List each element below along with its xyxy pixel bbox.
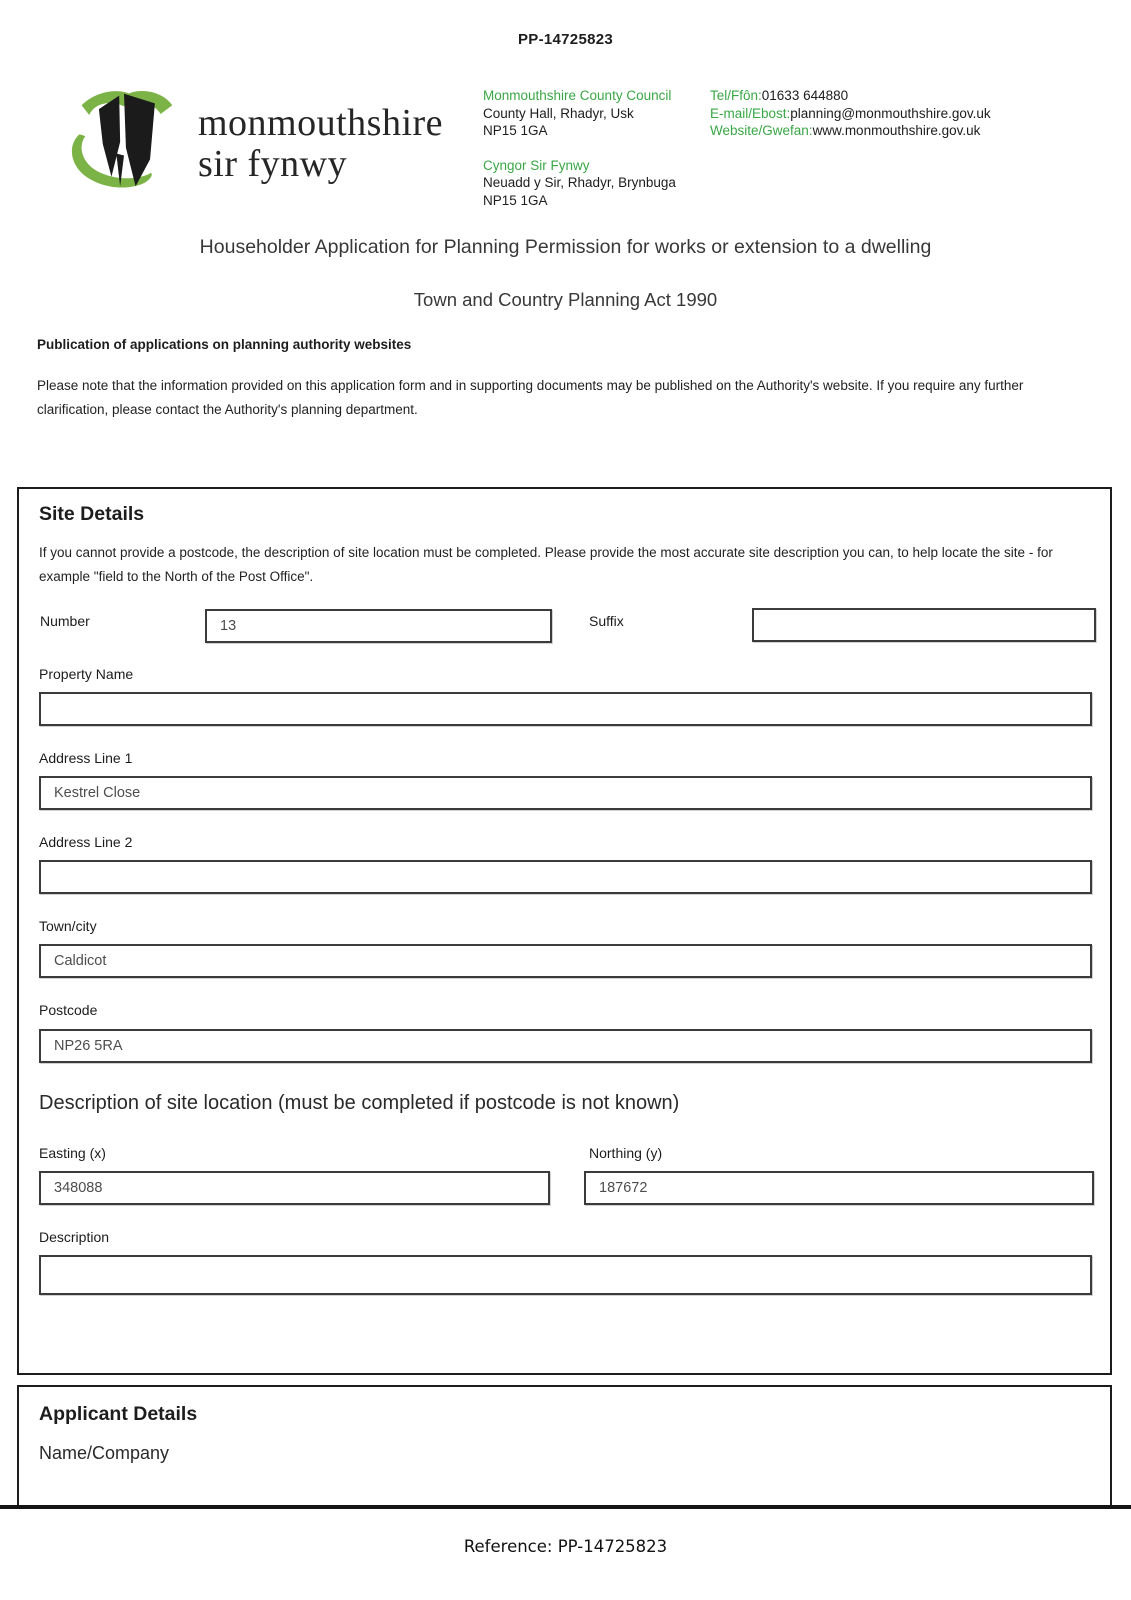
easting-input[interactable] (39, 1171, 550, 1205)
applicant-details-heading: Applicant Details (39, 1403, 198, 1425)
council-logo (66, 86, 443, 201)
address-line-1-input[interactable] (39, 776, 1092, 810)
address-line-1-label: Address Line 1 (39, 750, 133, 766)
page-break-divider (0, 1505, 1131, 1509)
suffix-label: Suffix (589, 613, 624, 629)
website-value: www.monmouthshire.gov.uk (812, 123, 981, 138)
name-company-label: Name/Company (39, 1443, 170, 1463)
northing-input[interactable] (584, 1171, 1094, 1205)
applicant-details-section (17, 1385, 1112, 1505)
address-line-2-input[interactable] (39, 860, 1092, 894)
site-details-instructions: If you cannot provide a postcode, the description of site location must be completed. Please provide the most accurate site description you can, to help locate the site - for example "field to the North of the Post Office". (39, 545, 1053, 584)
postcode-input[interactable] (39, 1029, 1092, 1063)
publication-text: Please note that the information provided on this application form and in supporting documents may be published on the Authority's website. If you require any further clarification, please contact the Authority's planning department. (37, 378, 1024, 417)
description-label: Description (39, 1229, 110, 1245)
phone-value: 01633 644880 (761, 88, 849, 103)
council-name-cy: Cyngor Sir Fynwy (483, 157, 590, 173)
site-location-heading: Description of site location (must be completed if postcode is not known) (39, 1092, 680, 1114)
property-name-input[interactable] (39, 692, 1092, 726)
council-postcode-en: NP15 1GA (483, 123, 548, 138)
site-details-heading: Site Details (39, 503, 145, 525)
phone-row (710, 87, 991, 105)
phone-label: Tel/Ffôn: (710, 88, 762, 103)
website-label: Website/Gwefan: (710, 123, 813, 138)
footer-reference: Reference: PP-14725823 (463, 1537, 668, 1556)
postcode-label: Postcode (39, 1002, 98, 1018)
application-reference: PP-14725823 (517, 31, 614, 48)
logo-wordmark (198, 103, 443, 185)
council-address-block (483, 87, 676, 209)
email-label: E-mail/Ebost: (710, 105, 791, 121)
council-address-cy: Neuadd y Sir, Rhadyr, Brynbuga (483, 175, 676, 190)
northing-label: Northing (y) (589, 1145, 663, 1161)
council-contact-block (710, 87, 991, 140)
site-details-section (17, 487, 1112, 1375)
council-name-en: Monmouthshire County Council (483, 88, 672, 103)
easting-label: Easting (x) (39, 1145, 106, 1161)
council-address-en: County Hall, Rhadyr, Usk (483, 105, 634, 121)
logo-line-1: monmouthshire (198, 101, 444, 144)
number-input[interactable] (205, 609, 552, 643)
number-label: Number (40, 613, 90, 629)
publication-heading: Publication of applications on planning authority websites (37, 337, 412, 352)
property-name-label: Property Name (39, 666, 134, 682)
document-title: Householder Application for Planning Permission for works or extension to a dwelling (199, 236, 932, 258)
suffix-input[interactable] (752, 608, 1096, 642)
logo-line-2: sir fynwy (198, 142, 348, 185)
website-row (710, 122, 991, 140)
email-row (710, 105, 991, 123)
address-line-2-label: Address Line 2 (39, 834, 133, 850)
email-value: planning@monmouthshire.gov.uk (790, 105, 991, 121)
document-subtitle: Town and Country Planning Act 1990 (413, 289, 718, 310)
monmouthshire-crest-icon (66, 86, 182, 201)
town-city-input[interactable] (39, 944, 1092, 978)
description-input[interactable] (39, 1255, 1092, 1295)
council-postcode-cy: NP15 1GA (483, 192, 548, 208)
town-city-label: Town/city (39, 918, 97, 934)
